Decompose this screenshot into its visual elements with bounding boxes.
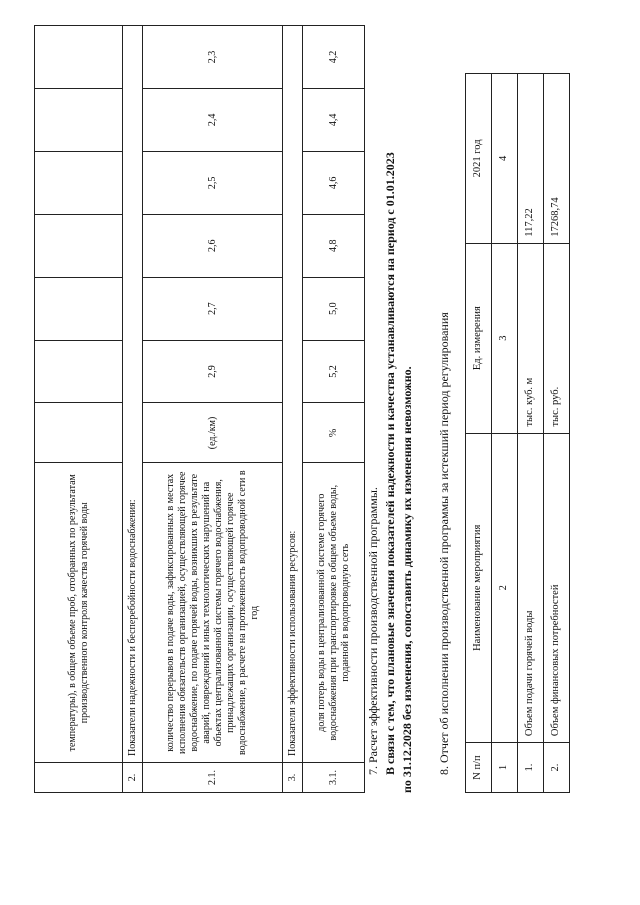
value-cell: 2,9 [143, 340, 283, 403]
row-number: 3.1. [303, 763, 365, 793]
unit-cell: тыс. руб. [544, 243, 570, 433]
index-cell: 1 [492, 743, 518, 793]
value-cell: 2,3 [143, 26, 283, 89]
unit-cell: тыс. куб. м [518, 243, 544, 433]
value-cell [35, 151, 123, 214]
value-cell: 5,2 [303, 340, 365, 403]
value-cell: 2,7 [143, 277, 283, 340]
indicators-table [34, 25, 365, 793]
value-cell: 2,4 [143, 88, 283, 151]
value-cell: 5,0 [303, 277, 365, 340]
value-cell: 117,22 [518, 74, 544, 244]
value-cell: 2,6 [143, 214, 283, 277]
value-cell: 4,8 [303, 214, 365, 277]
unit-cell: (ед./км) [143, 403, 283, 463]
table-row [143, 26, 283, 793]
measure-name: Объем подачи горячей воды [518, 433, 544, 743]
report-table [465, 73, 570, 793]
value-cell [35, 88, 123, 151]
index-row [492, 74, 518, 793]
section8-heading: 8. Отчет об исполнении производственной программы за истекший период регулирования [437, 312, 451, 775]
unit-cell: % [303, 403, 365, 463]
indicator-name: количество перерывов в подаче воды, зафиксированных в местах исполнения обязательств организацией, осуществляющей горячее водоснабжение, по подаче горячей воды, возникших в результате аварий, повреждений и иных технологических нарушений на объектах централизованной системы горячего водоснабжения, принадлежащих организации, осуществляющей горячее водоснабжение, в расчете на протяженность водопроводной сети в год [143, 463, 283, 763]
header-row [466, 74, 492, 793]
table-row [544, 74, 570, 793]
measure-name: Объем финансовых потребностей [544, 433, 570, 743]
section-row [123, 26, 143, 793]
table-row [303, 26, 365, 793]
index-cell: 2 [492, 433, 518, 743]
section-row [283, 26, 303, 793]
section7-heading: 7. Расчет эффективности производственной программы. [366, 487, 380, 775]
row-number: 3. [283, 763, 303, 793]
value-cell: 4,4 [303, 88, 365, 151]
row-number: 2. [544, 743, 570, 793]
column-header: 2021 год [466, 74, 492, 244]
row-number: 2.1. [143, 763, 283, 793]
section7-line2: по 31.12.2028 без изменения, сопоставить динамику их изменения невозможно. [400, 366, 414, 793]
table-row [518, 74, 544, 793]
indicator-name: доля потерь воды в централизованной системе горячего водоснабжения при транспортировке в общем объеме воды, поданной в водопроводную сеть [303, 463, 365, 763]
value-cell [35, 340, 123, 403]
index-cell: 3 [492, 243, 518, 433]
section-label: Показатели эффективности использования ресурсов: [283, 26, 303, 763]
value-cell [35, 277, 123, 340]
value-cell [35, 26, 123, 89]
value-cell: 4,2 [303, 26, 365, 89]
column-header: Ед. измерения [466, 243, 492, 433]
row-number: 1. [518, 743, 544, 793]
value-cell: 17268,74 [544, 74, 570, 244]
section7-line1: В связи с тем, что плановые значения показателей надежности и качества устанавливаются на период с 01.01.2023 [383, 152, 397, 775]
row-number: 2. [123, 763, 143, 793]
value-cell [35, 214, 123, 277]
index-cell: 4 [492, 74, 518, 244]
indicator-name: температуры), в общем объеме проб, отобранных по результатам производственного контроля качества горячей воды [35, 463, 123, 763]
unit-cell [35, 403, 123, 463]
column-header: Наименование мероприятия [466, 433, 492, 743]
table-row [35, 26, 123, 793]
row-number [35, 763, 123, 793]
column-header: N п/п [466, 743, 492, 793]
value-cell: 2,5 [143, 151, 283, 214]
section-label: Показатели надежности и бесперебойности водоснабжения: [123, 26, 143, 763]
value-cell: 4,6 [303, 151, 365, 214]
